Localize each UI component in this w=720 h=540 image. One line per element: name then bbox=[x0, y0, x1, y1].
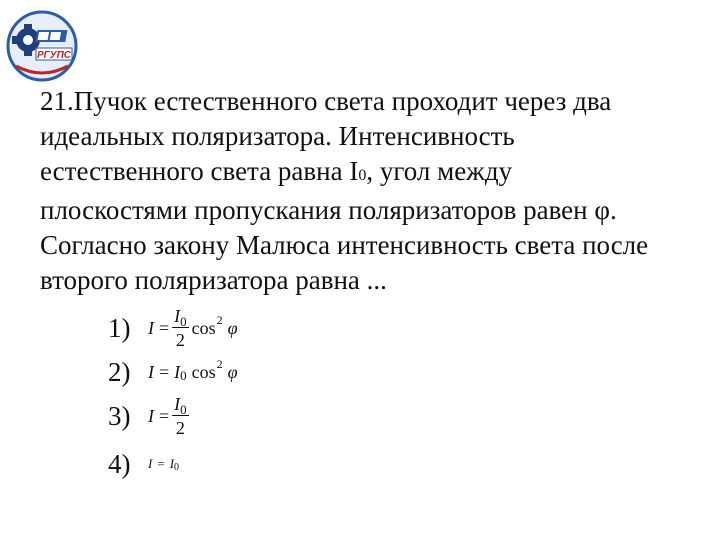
exponent: 2 bbox=[216, 356, 223, 371]
question-line: Согласно закону Малюса интенсивность света после bbox=[40, 230, 649, 260]
subscript: 0 bbox=[180, 368, 187, 383]
fraction bbox=[172, 395, 189, 437]
question-line: , угол между bbox=[366, 156, 513, 186]
math-symbol: I bbox=[148, 361, 154, 382]
denominator: 2 bbox=[175, 330, 185, 350]
math-symbol: φ bbox=[227, 361, 238, 382]
formula bbox=[148, 395, 192, 437]
denominator: 2 bbox=[175, 418, 185, 438]
math-symbol: I bbox=[174, 361, 181, 382]
exponent: 2 bbox=[216, 312, 223, 327]
subscript: 0 bbox=[180, 314, 187, 329]
math-function: cos bbox=[191, 317, 216, 338]
math-operator: = bbox=[159, 317, 170, 338]
math-symbol: I bbox=[174, 394, 181, 414]
question-line: идеальных поляризатора. Интенсивность bbox=[40, 121, 515, 151]
fraction bbox=[172, 307, 189, 349]
answer-number: 3) bbox=[108, 400, 131, 431]
math-symbol: I bbox=[148, 317, 154, 338]
university-logo bbox=[2, 4, 84, 86]
formula bbox=[148, 356, 238, 383]
math-symbol: I bbox=[148, 456, 153, 471]
question-line: 21.Пучок естественного света проходит через два bbox=[40, 86, 612, 116]
formula bbox=[148, 456, 179, 472]
math-operator: = bbox=[159, 361, 170, 382]
math-operator: = bbox=[159, 405, 170, 426]
logo-text: РГУПС bbox=[37, 50, 71, 61]
answer-number: 4) bbox=[108, 448, 131, 479]
math-symbol: I bbox=[169, 456, 175, 471]
subscript: 0 bbox=[174, 461, 180, 473]
answer-number: 2) bbox=[108, 356, 131, 387]
answer-option-4[interactable] bbox=[108, 436, 408, 492]
question-line: второго поляризатора равна ... bbox=[40, 265, 387, 295]
math-symbol: I bbox=[174, 306, 181, 326]
question-line: естественного света равна I bbox=[40, 156, 359, 186]
math-symbol: φ bbox=[227, 317, 238, 338]
subscript: 0 bbox=[358, 167, 367, 184]
math-function: cos bbox=[191, 361, 216, 382]
subscript: 0 bbox=[180, 402, 187, 417]
question-text bbox=[40, 84, 700, 298]
answer-number: 1) bbox=[108, 312, 131, 343]
math-operator: = bbox=[157, 456, 165, 471]
math-symbol: I bbox=[148, 405, 154, 426]
formula bbox=[148, 307, 238, 349]
question-line: плоскостями пропускания поляризаторов равен φ. bbox=[40, 195, 617, 225]
